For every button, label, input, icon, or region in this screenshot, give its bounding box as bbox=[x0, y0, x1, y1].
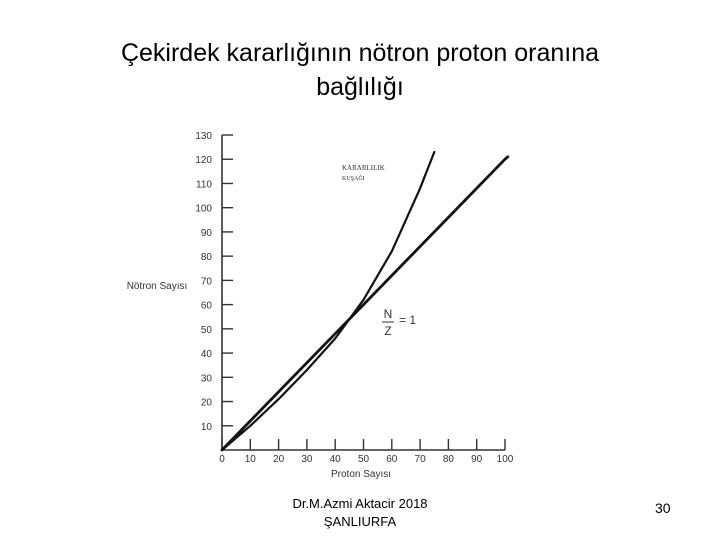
x-tick-label: 10 bbox=[244, 454, 256, 465]
y-tick-label: 100 bbox=[195, 203, 212, 215]
x-tick-label: 0 bbox=[219, 454, 225, 465]
stability-band-line bbox=[222, 152, 434, 450]
y-tick-label: 60 bbox=[200, 300, 212, 312]
band-label-line-1: KARARLILIK bbox=[342, 164, 385, 172]
y-tick-label: 40 bbox=[200, 349, 212, 361]
y-tick-label: 80 bbox=[200, 252, 212, 264]
y-tick-label: 10 bbox=[200, 421, 212, 433]
y-tick-label: 120 bbox=[195, 155, 212, 167]
footer-author-line-2: ŞANLIURFA bbox=[323, 514, 397, 529]
x-tick-label: 70 bbox=[414, 454, 426, 465]
chart-series bbox=[222, 152, 508, 450]
y-axis-label: Nötron Sayısı bbox=[126, 281, 188, 292]
x-tick-label: 20 bbox=[273, 454, 285, 465]
x-axis-ticks bbox=[219, 439, 514, 465]
footer-author-line-1: Dr.M.Azmi Aktacir 2018 bbox=[292, 496, 428, 511]
y-tick-label: 90 bbox=[200, 227, 212, 239]
band-label-line-2: KUŞAĞI bbox=[342, 176, 365, 182]
x-tick-label: 80 bbox=[442, 454, 454, 465]
x-axis-label: Proton Sayısı bbox=[330, 469, 392, 480]
y-tick-label: 130 bbox=[195, 131, 212, 142]
ratio-denominator: Z bbox=[384, 324, 392, 338]
ratio-numerator: N bbox=[383, 307, 393, 321]
y-tick-label: 30 bbox=[200, 373, 212, 385]
y-tick-label: 20 bbox=[200, 397, 212, 409]
page-number: 30 bbox=[655, 500, 671, 516]
y-axis-ticks bbox=[195, 131, 233, 433]
y-tick-label: 110 bbox=[196, 179, 212, 191]
x-tick-label: 90 bbox=[471, 454, 483, 465]
x-tick-label: 100 bbox=[496, 454, 514, 465]
slide-title-line-1: Çekirdek kararlığının nötron proton oranına bbox=[120, 39, 600, 67]
x-tick-label: 50 bbox=[357, 454, 370, 465]
x-tick-label: 40 bbox=[329, 454, 341, 465]
nz-ratio-line bbox=[222, 157, 508, 450]
y-tick-label: 50 bbox=[200, 324, 212, 336]
y-tick-label: 70 bbox=[200, 276, 212, 288]
chart-axes bbox=[222, 135, 505, 450]
x-tick-label: 30 bbox=[301, 454, 313, 465]
footer-author bbox=[250, 495, 470, 531]
x-tick-label: 60 bbox=[386, 454, 398, 465]
slide-title-line-2: bağlılığı bbox=[316, 73, 404, 101]
ratio-value: = 1 bbox=[399, 313, 417, 327]
